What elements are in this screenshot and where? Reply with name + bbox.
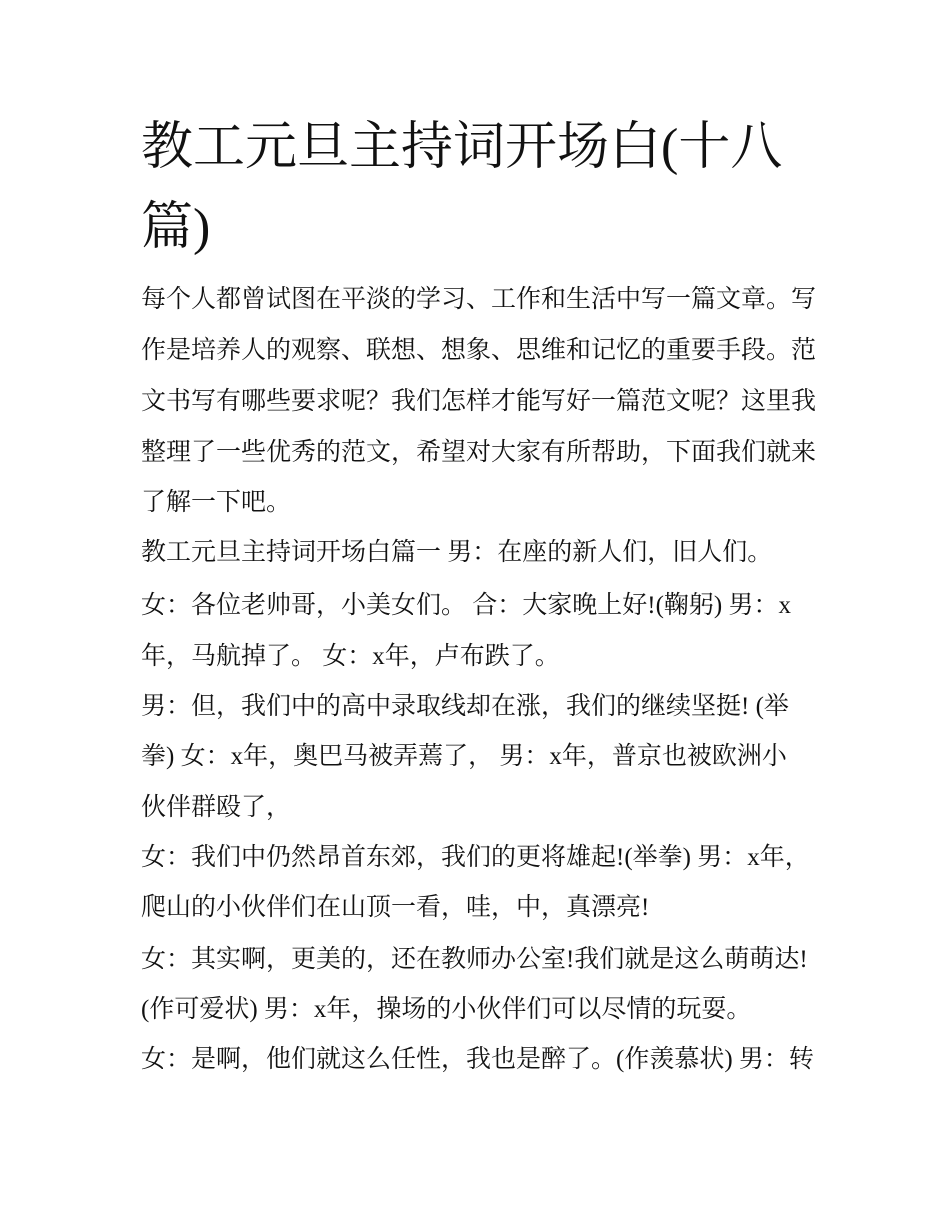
text-line: 爬山的小伙伴们在山顶一看，哇，中，真漂亮! (141, 894, 650, 921)
text-line: 年，马航掉了。 女：x年，卢布跌了。 (141, 643, 560, 670)
text-line: 女：各位老帅哥，小美女们。 合：大家晚上好!(鞠躬) 男：x (141, 592, 791, 619)
document-title-line-2: 篇) (141, 199, 211, 256)
text-line: 作是培养人的观察、联想、想象、思维和记忆的重要手段。范 (141, 337, 817, 364)
text-line: 女：我们中仍然昂首东郊，我们的更将雄起!(举拳) 男：x年， (141, 844, 810, 871)
text-line: 教工元旦主持词开场白篇一 男：在座的新人们，旧人们。 (141, 539, 773, 566)
text-line: 每个人都曾试图在平淡的学习、工作和生活中写一篇文章。写 (141, 286, 817, 313)
text-line: 整理了一些优秀的范文，希望对大家有所帮助，下面我们就来 (141, 439, 817, 466)
text-line: 男：但，我们中的高中录取线却在涨，我们的继续坚挺! (举 (141, 693, 789, 720)
text-line: 女：其实啊，更美的，还在教师办公室!我们就是这么萌萌达! (141, 946, 808, 973)
text-line: (作可爱状) 男：x年，操场的小伙伴们可以尽情的玩耍。 (141, 996, 752, 1023)
text-line: 拳) 女：x年，奥巴马被弄蔫了， 男：x年，普京也被欧洲小 (141, 743, 787, 770)
document-title-line-1: 教工元旦主持词开场白(十八 (141, 119, 783, 176)
text-line: 伙伴群殴了， (141, 794, 292, 821)
text-line: 了解一下吧。 (141, 489, 292, 516)
text-line: 文书写有哪些要求呢？我们怎样才能写好一篇范文呢？这里我 (141, 388, 817, 415)
text-line: 女：是啊，他们就这么任性，我也是醉了。(作羡慕状) 男：转 (141, 1046, 814, 1073)
